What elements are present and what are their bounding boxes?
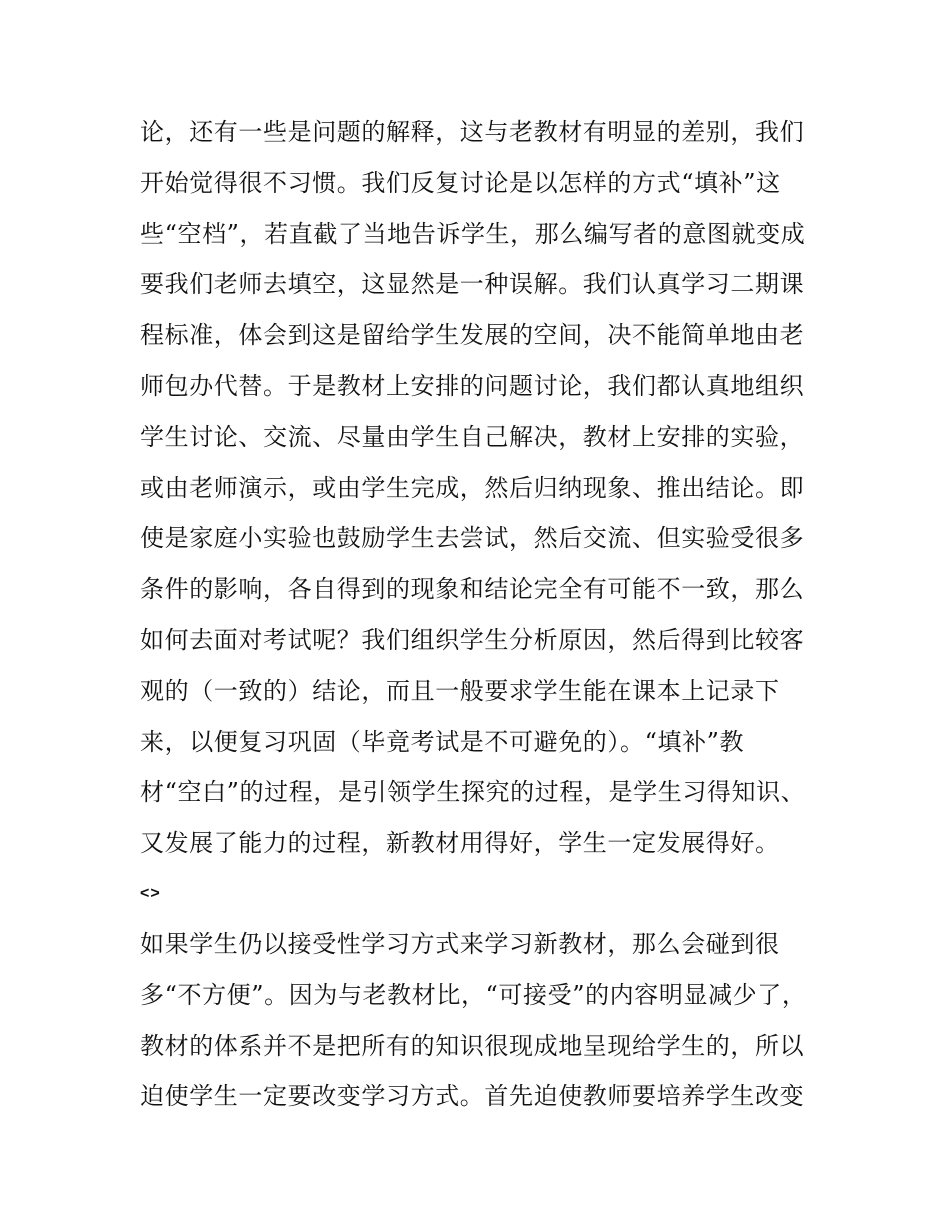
text-line: 又发展了能力的过程，新教材用得好，学生一定发展得好。	[140, 829, 780, 858]
text-line: 如果学生仍以接受性学习方式来学习新教材，那么会碰到很	[140, 929, 780, 958]
text-line: 如何去面对考试呢？我们组织学生分析原因，然后得到比较客	[140, 625, 805, 654]
text-line: 材“空白”的过程，是引领学生探究的过程，是学生习得知识、	[140, 778, 806, 807]
text-line: 使是家庭小实验也鼓励学生去尝试，然后交流、但实验受很多	[140, 524, 805, 553]
text-line: 教材的体系并不是把所有的知识很现成地呈现给学生的，所以	[140, 1031, 805, 1060]
text-line: 程标准，体会到这是留给学生发展的空间，决不能简单地由老	[140, 321, 805, 350]
paragraph-2	[140, 919, 820, 1122]
text-line: 开始觉得很不习惯。我们反复讨论是以怎样的方式“填补”这	[140, 168, 781, 197]
text-line: 论，还有一些是问题的解释，这与老教材有明显的差别，我们	[140, 118, 805, 146]
text-line: 来，以便复习巩固（毕竟考试是不可避免的）。“填补”教	[140, 727, 745, 756]
section-marker: <>	[140, 884, 161, 902]
text-line: 观的（一致的）结论，而且一般要求学生能在课本上记录下	[140, 676, 780, 705]
paragraph-1	[140, 107, 820, 869]
text-line: 学生讨论、交流、尽量由学生自己解决，教材上安排的实验，	[140, 422, 805, 451]
document-body	[140, 107, 820, 1122]
text-line: 迫使学生一定要改变学习方式。首先迫使教师要培养学生改变	[140, 1082, 805, 1111]
text-line: 要我们老师去填空，这显然是一种误解。我们认真学习二期课	[140, 270, 805, 299]
text-line: 师包办代替。于是教材上安排的问题讨论，我们都认真地组织	[140, 371, 805, 400]
text-line: 多“不方便”。因为与老教材比，“可接受”的内容明显减少了，	[140, 980, 807, 1009]
text-line: 些“空档”，若直截了当地告诉学生，那么编写者的意图就变成	[140, 219, 806, 248]
text-line: 条件的影响，各自得到的现象和结论完全有可能不一致，那么	[140, 575, 805, 604]
text-line: 或由老师演示，或由学生完成，然后归纳现象、推出结论。即	[140, 473, 805, 502]
